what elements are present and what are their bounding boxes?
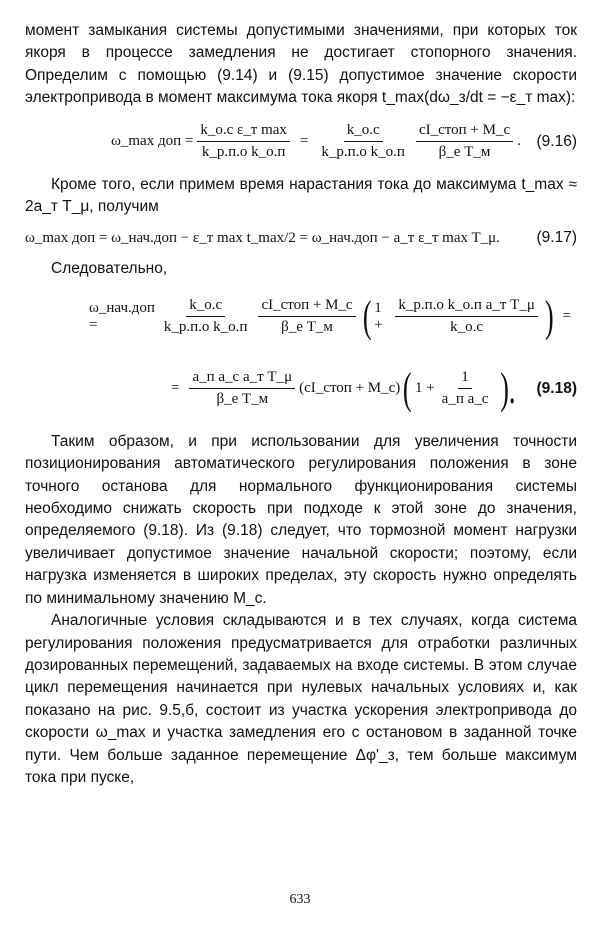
eq916-frac3 bbox=[416, 122, 513, 161]
eq918b-one: 1 + bbox=[414, 380, 435, 397]
eq918b-frac2-num: 1 bbox=[458, 369, 472, 389]
paragraph-5: Аналогичные условия складываются и в тех случаях, когда система регулирования положения предусматривается для отработки различных дозированных перемещений, задаваемых на входе системы. В этом случае цикл перемещения начинается при нулевых начальных условиях и, как показано на рис. 9.5,б, состоит из участка ускорения электропривода до скорости ω_max и участка замедления его с остановом в заданной точке пути. Чем больше заданное перемещение Δφ'_з, тем больше максимум тока при пуске, bbox=[25, 612, 577, 786]
eq918b-lead: = bbox=[171, 380, 180, 397]
eq918a-paren-close: ) bbox=[544, 291, 554, 341]
eq916-tail: . bbox=[517, 133, 521, 150]
eq918a-frac1-num: k_о.с bbox=[186, 297, 225, 317]
eq916-equals: = bbox=[299, 133, 309, 150]
eq918b-frac2 bbox=[439, 369, 492, 408]
eq918b-number: (9.18) bbox=[536, 379, 577, 397]
page-content bbox=[25, 20, 577, 789]
equation-9-18a bbox=[25, 281, 577, 353]
paragraph-3: Следовательно, bbox=[51, 260, 168, 278]
eq917-number: (9.17) bbox=[536, 229, 577, 247]
eq918a-tail: = bbox=[562, 308, 571, 325]
paragraph-4: Таким образом, и при использовании для увеличения точности позиционирования автоматического регулирования положения в зоне точного останова для нормального функционирования системы необходимо снижать скорость при подходе к этой зоне до значения, определяемого (9.18). Из (9.18) следует, что тормозной момент нагрузки увеличивает допустимое значение начальной скорости; поэтому, если нагрузка изменяется в широких пределах, эту скорость нужно определять по минимальному значению M_с. bbox=[25, 432, 577, 607]
eq916-lhs: ω_max доп = bbox=[111, 133, 194, 150]
eq916-frac2-num: k_о.с bbox=[344, 122, 383, 142]
eq916-frac1 bbox=[197, 122, 290, 161]
eq918a-frac1 bbox=[161, 297, 251, 336]
eq916-frac1-num: k_о.с ε_т max bbox=[197, 122, 290, 142]
eq918b-mid: (cI_стоп + M_с) bbox=[299, 380, 401, 397]
eq918b-frac1 bbox=[189, 369, 295, 408]
eq918a-lhs: ω_нач.доп = bbox=[89, 299, 155, 333]
eq918a-frac3 bbox=[395, 297, 537, 336]
eq916-frac2-den: k_р.п.о k_о.п bbox=[321, 144, 405, 161]
eq918b-frac2-den: a_п a_с bbox=[441, 391, 489, 408]
page-number: 633 bbox=[289, 892, 311, 907]
eq918a-frac3-num: k_р.п.о k_о.п a_т T_μ bbox=[395, 297, 537, 317]
eq916-number: (9.16) bbox=[536, 132, 577, 150]
eq918a-frac2 bbox=[258, 297, 355, 336]
equation-9-16 bbox=[25, 110, 577, 174]
eq917-text: ω_max доп = ω_нач.доп − ε_т max t_max/2 = ω_нач.доп − a_т ε_т max T_μ. bbox=[25, 229, 500, 246]
eq918a-paren-open: ( bbox=[362, 291, 372, 341]
eq918a-frac3-den: k_о.с bbox=[450, 319, 484, 336]
eq916-frac3-den: β_е T_м bbox=[438, 144, 491, 161]
eq918a-frac1-den: k_р.п.о k_о.п bbox=[163, 319, 248, 336]
eq918b-paren-close: ). bbox=[500, 363, 516, 413]
paragraph-2: Кроме того, если примем время нарастания тока до максимума t_max ≈ 2a_т T_μ, получим bbox=[25, 175, 577, 216]
paragraph-1: момент замыкания системы допустимыми значениями, при которых ток якоря в процессе замедления не достигает стопорного значения. Определим с помощью (9.14) и (9.15) допустимое значение скорости электропривода в момент максимума тока якоря t_max(dω_з/dt = −ε_т max): bbox=[25, 22, 577, 107]
equation-9-18b bbox=[25, 353, 577, 425]
eq918a-frac2-num: cI_стоп + M_с bbox=[258, 297, 355, 317]
eq918a-frac2-den: β_е T_м bbox=[281, 319, 333, 336]
eq916-frac3-num: cI_стоп + M_с bbox=[416, 122, 513, 142]
eq918b-paren-open: ( bbox=[403, 363, 413, 413]
equation-9-17 bbox=[25, 218, 577, 258]
eq918b-frac1-num: a_п a_с a_т T_μ bbox=[189, 369, 295, 389]
eq916-frac1-den: k_р.п.о k_о.п bbox=[201, 144, 286, 161]
eq916-frac2 bbox=[318, 122, 408, 161]
eq918a-one: 1 + bbox=[374, 299, 383, 333]
eq918b-frac1-den: β_е T_м bbox=[216, 391, 269, 408]
